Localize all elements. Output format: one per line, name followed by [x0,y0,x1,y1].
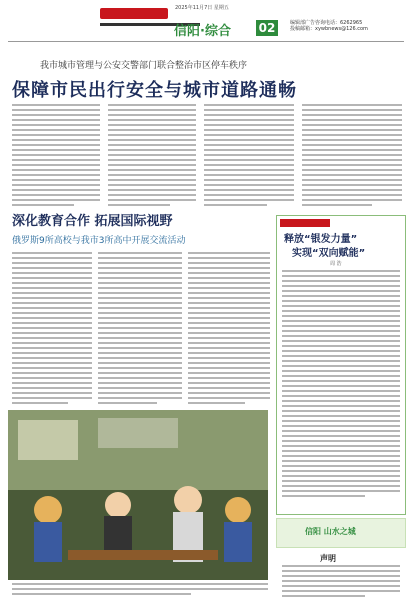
advertisement-text: 信阳 山水之城 [305,527,356,536]
commentary-title: 实现“双向赋能” [292,248,366,259]
article-body-column [204,104,294,209]
contact-info [290,20,368,32]
classroom-illustration [8,410,268,580]
newspaper-logo [100,8,168,19]
contact-line: 投稿邮箱：xywbnews@126.com [290,26,368,32]
classroom-photo [8,410,268,580]
notice-body [282,565,400,600]
commentary-title: 释放“银发力量” [284,234,358,245]
article-body-column [302,104,402,209]
contact-line: 编辑部广告咨询电话：6262965 [290,20,363,26]
notice-title: 声明 [320,554,336,563]
article-body-column [98,252,182,407]
commentary-body [282,270,400,500]
article-headline: 深化教育合作 拓展国际视野 [12,214,173,229]
divider [8,41,404,42]
publish-date: 2025年11月7日 星期五 [175,5,229,11]
commentary-tag [280,219,330,227]
article-body-column [108,104,196,209]
page-number: 02 [256,20,278,36]
article-body-column [188,252,270,407]
masthead [0,0,410,44]
article-headline: 保障市民出行安全与城市道路通畅 [12,80,297,101]
commentary-author: 周 浩 [330,261,342,267]
photo-caption [12,583,268,598]
article-kicker: 我市城市管理与公安交警部门联合整治市区停车秩序 [40,61,248,71]
section-title: 信阳·综合 [174,24,231,39]
article-body-column [12,104,100,209]
article-body-column [12,252,92,407]
article-subheadline: 俄罗斯9所高校与我市3所高中开展交流活动 [12,236,186,246]
